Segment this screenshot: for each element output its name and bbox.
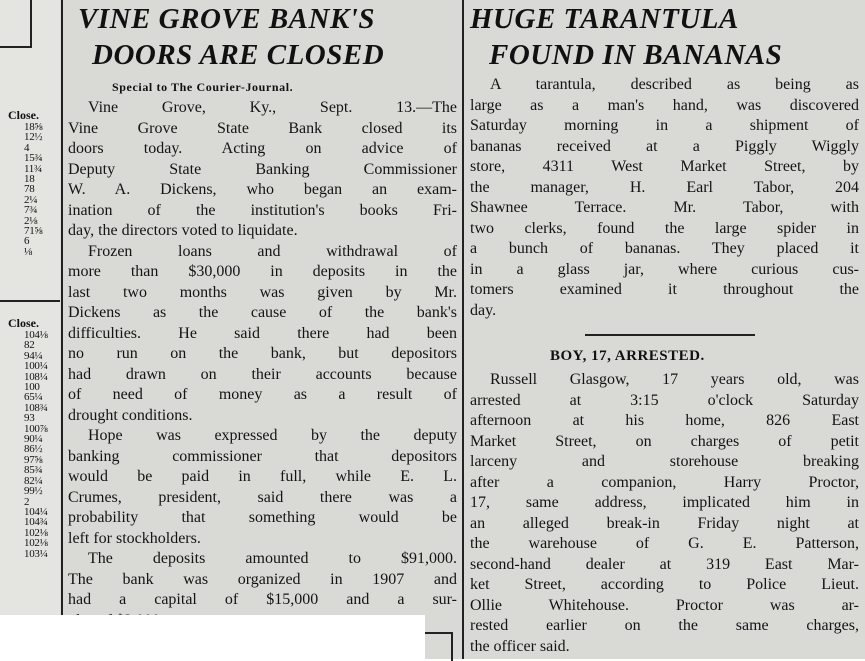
- stock-close-value: 102⅛: [24, 526, 48, 539]
- stock-close-value: 100⅞: [24, 422, 48, 435]
- column-rule-middle: [462, 0, 464, 659]
- stock-close-value: 6: [24, 235, 30, 248]
- article-line: the manager, H. Earl Tabor, 204: [470, 178, 859, 196]
- article-line: arrested at 3:15 o'clock Saturday: [470, 391, 859, 409]
- stock-close-value: 4: [24, 141, 30, 154]
- stock-close-value: 104¾: [24, 516, 48, 529]
- stock-close-header-1: Close.: [8, 108, 39, 122]
- stock-close-value: 104¼: [24, 505, 48, 518]
- article-line: left for stockholders.: [68, 529, 201, 547]
- article-line: ination of the institution's books Fri-: [68, 201, 457, 219]
- stock-close-value: 103¼: [24, 547, 48, 560]
- headline-line-2: DOORS ARE CLOSED: [92, 39, 385, 71]
- stock-close-value: 12½: [24, 131, 43, 144]
- article-line: Ollie Whitehouse. Proctor was ar-: [470, 596, 859, 614]
- stock-close-value: 82: [24, 339, 35, 352]
- column-rule-left: [61, 0, 63, 615]
- bracket-rule: [425, 632, 453, 661]
- article-line: Frozen loans and withdrawal of: [88, 242, 457, 260]
- stock-close-value: 104⅛: [24, 329, 48, 341]
- stock-close-value: 18⅝: [24, 121, 43, 133]
- stock-close-value: 108¼: [24, 370, 48, 383]
- stock-close-value: 82¼: [24, 474, 43, 487]
- stock-close-value: 94¼: [24, 349, 43, 362]
- article-line: Vine Grove, Ky., Sept. 13.—The: [88, 99, 457, 116]
- article-line: last two months was given by Mr.: [68, 283, 457, 301]
- article-line: an alleged break-in Friday night at: [470, 514, 859, 532]
- article-line: no run on the bank, but depositors: [68, 345, 457, 362]
- article-line: large as a man's hand, was discovered: [470, 96, 859, 114]
- article-line: store, 4311 West Market Street, by: [470, 158, 859, 175]
- article-line: afternoon at his home, 826 East: [470, 412, 859, 429]
- stock-close-header-2: Close.: [8, 316, 39, 330]
- subhead-boy-arrested: BOY, 17, ARRESTED.: [550, 348, 705, 364]
- article-tarantula-body: [470, 75, 859, 321]
- stock-close-value: 78: [24, 183, 35, 196]
- stock-close-value: 2: [24, 495, 30, 508]
- stock-close-value: 100: [24, 381, 40, 394]
- article-line: probability that something would be: [68, 509, 457, 526]
- stock-close-value: 71⅝: [24, 225, 43, 238]
- article-line: difficulties. He said there had been: [68, 324, 457, 342]
- stock-quote-strip: [0, 0, 60, 615]
- stock-values-1: [24, 122, 42, 257]
- stock-close-value: 65¼: [24, 391, 43, 404]
- article-line: Russell Glasgow, 17 years old, was: [490, 371, 859, 388]
- article-line: W. A. Dickens, who began an exam-: [68, 181, 457, 198]
- article-line: bananas received at a Piggly Wiggly: [470, 137, 859, 155]
- article-line: tomers examined it throughout the: [470, 281, 859, 298]
- article-line: day.: [470, 301, 497, 319]
- stock-divider: [0, 300, 60, 302]
- article-line: doors today. Acting on advice of: [68, 140, 457, 157]
- article-line: Hope was expressed by the deputy: [88, 427, 457, 444]
- stock-close-value: 102⅛: [24, 537, 48, 550]
- stock-close-value: 2¼: [24, 193, 38, 206]
- headline-line-1: VINE GROVE BANK'S: [78, 3, 375, 35]
- article-line: day, the directors voted to liquidate.: [68, 222, 298, 239]
- article-line: Vine Grove State Bank closed its: [68, 119, 457, 137]
- article-line: A tarantula, described as being as: [490, 76, 859, 93]
- article-line: drought conditions.: [68, 406, 193, 424]
- article-line: more than $30,000 in deposits in the: [68, 263, 457, 280]
- stock-close-value: ⅛: [24, 245, 32, 258]
- headline-tarantula-line-2: FOUND IN BANANAS: [489, 39, 783, 71]
- stock-close-value: 99½: [24, 485, 43, 498]
- article-boy-body: [470, 370, 859, 657]
- article-line: ket Street, according to Police Lieut.: [470, 576, 859, 593]
- article-line: The bank was organized in 1907 and: [68, 570, 457, 588]
- article-line: a bunch of bananas. They placed it: [470, 240, 859, 257]
- stock-close-value: 7¾: [24, 204, 38, 217]
- stock-close-value: 85¾: [24, 464, 43, 477]
- article-line: two clerks, found the large spider in: [470, 219, 859, 237]
- stock-close-value: 15¾: [24, 152, 43, 165]
- article-line: Market Street, on charges of petit: [470, 432, 859, 450]
- stock-close-value: 18: [24, 173, 35, 186]
- article-line: had a capital of $15,000 and a sur-: [68, 591, 457, 608]
- article-line: larceny and storehouse breaking: [470, 453, 859, 470]
- article-line: of need of money as a result of: [68, 386, 457, 403]
- stock-close-value: 93: [24, 412, 35, 425]
- article-line: the warehouse of G. E. Patterson,: [470, 535, 859, 552]
- stock-close-value: 86½: [24, 443, 43, 456]
- stock-close-value: 100¼: [24, 360, 48, 373]
- article-line: The deposits amounted to $91,000.: [88, 550, 457, 567]
- article-line: would be paid in full, while E. L.: [68, 468, 457, 485]
- article-line: rested earlier on the same charges,: [470, 617, 859, 634]
- stock-close-value: 97⅝: [24, 453, 43, 466]
- stock-close-value: 90¼: [24, 433, 43, 446]
- article-line: after a companion, Harry Proctor,: [470, 473, 859, 491]
- byline: Special to The Courier-Journal.: [112, 80, 294, 94]
- article-line: Saturday morning in a shipment of: [470, 117, 859, 134]
- article-line: Crumes, president, said there was a: [68, 488, 457, 506]
- article-line: had drawn on their accounts because: [68, 365, 457, 383]
- article-line: banking commissioner that depositors: [68, 447, 457, 465]
- article-line: Deputy State Banking Commissioner: [68, 160, 457, 178]
- article-line: second-hand dealer at 319 East Mar-: [470, 555, 859, 573]
- article-divider: [585, 334, 755, 336]
- article-bank-body: [68, 98, 457, 631]
- headline-tarantula-line-1: HUGE TARANTULA: [470, 3, 739, 35]
- stock-close-value: 2⅛: [24, 214, 38, 227]
- stock-values-2: [24, 330, 48, 559]
- article-line: in a glass jar, where curious cus-: [470, 260, 859, 278]
- margin-box: [0, 0, 32, 48]
- article-line: 17, same address, implicated him in: [470, 494, 859, 511]
- blank-area: [0, 615, 425, 659]
- article-line: Shawnee Terrace. Mr. Tabor, with: [470, 199, 859, 216]
- stock-close-value: 11¾: [24, 162, 42, 175]
- article-line: the officer said.: [470, 637, 570, 655]
- article-line: Dickens as the cause of the bank's: [68, 304, 457, 321]
- stock-close-value: 108¾: [24, 401, 48, 414]
